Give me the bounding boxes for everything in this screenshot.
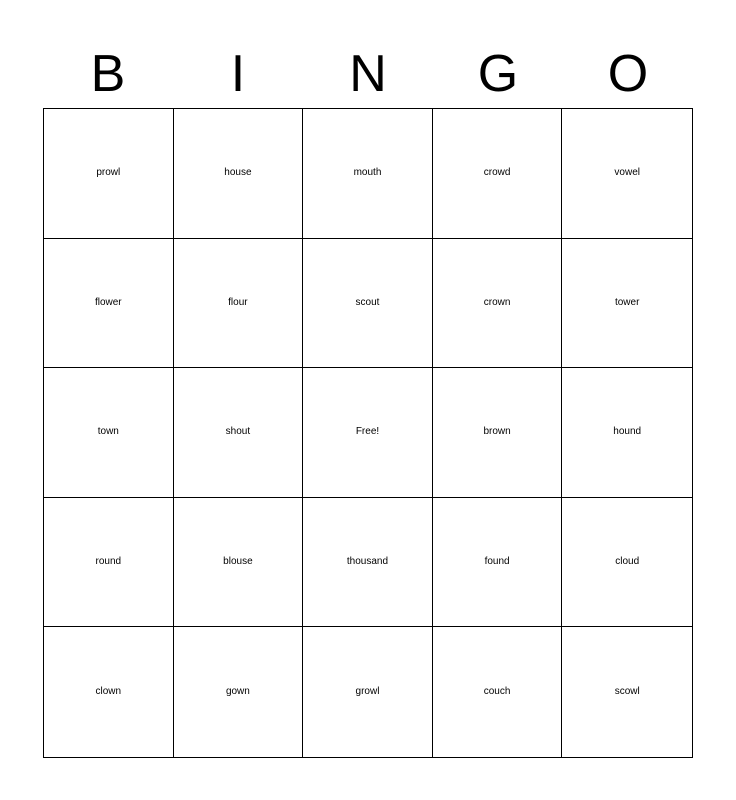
- bingo-cell[interactable]: brown: [433, 368, 563, 498]
- bingo-cell[interactable]: prowl: [44, 109, 174, 239]
- bingo-cell[interactable]: scout: [303, 239, 433, 369]
- bingo-cell[interactable]: town: [44, 368, 174, 498]
- bingo-cell[interactable]: flour: [174, 239, 304, 369]
- bingo-cell[interactable]: mouth: [303, 109, 433, 239]
- bingo-cell[interactable]: couch: [433, 627, 563, 757]
- bingo-cell[interactable]: crowd: [433, 109, 563, 239]
- bingo-cell[interactable]: crown: [433, 239, 563, 369]
- bingo-cell[interactable]: gown: [174, 627, 304, 757]
- bingo-cell[interactable]: cloud: [562, 498, 692, 628]
- bingo-board: [43, 108, 693, 758]
- header-letter-g: G: [477, 45, 519, 103]
- bingo-cell[interactable]: round: [44, 498, 174, 628]
- header-letter-n: N: [349, 45, 387, 103]
- bingo-cell[interactable]: flower: [44, 239, 174, 369]
- header-letter-i: I: [230, 45, 246, 103]
- bingo-cell[interactable]: house: [174, 109, 304, 239]
- free-space[interactable]: Free!: [303, 368, 433, 498]
- bingo-cell[interactable]: shout: [174, 368, 304, 498]
- bingo-cell[interactable]: thousand: [303, 498, 433, 628]
- bingo-cell[interactable]: clown: [44, 627, 174, 757]
- bingo-cell[interactable]: scowl: [562, 627, 692, 757]
- bingo-cell[interactable]: tower: [562, 239, 692, 369]
- bingo-cell[interactable]: growl: [303, 627, 433, 757]
- header-letter-b: B: [90, 45, 126, 103]
- bingo-cell[interactable]: hound: [562, 368, 692, 498]
- bingo-header: [43, 40, 693, 108]
- bingo-cell[interactable]: found: [433, 498, 563, 628]
- bingo-cell[interactable]: vowel: [562, 109, 692, 239]
- bingo-cell[interactable]: blouse: [174, 498, 304, 628]
- header-letter-o: O: [607, 45, 649, 103]
